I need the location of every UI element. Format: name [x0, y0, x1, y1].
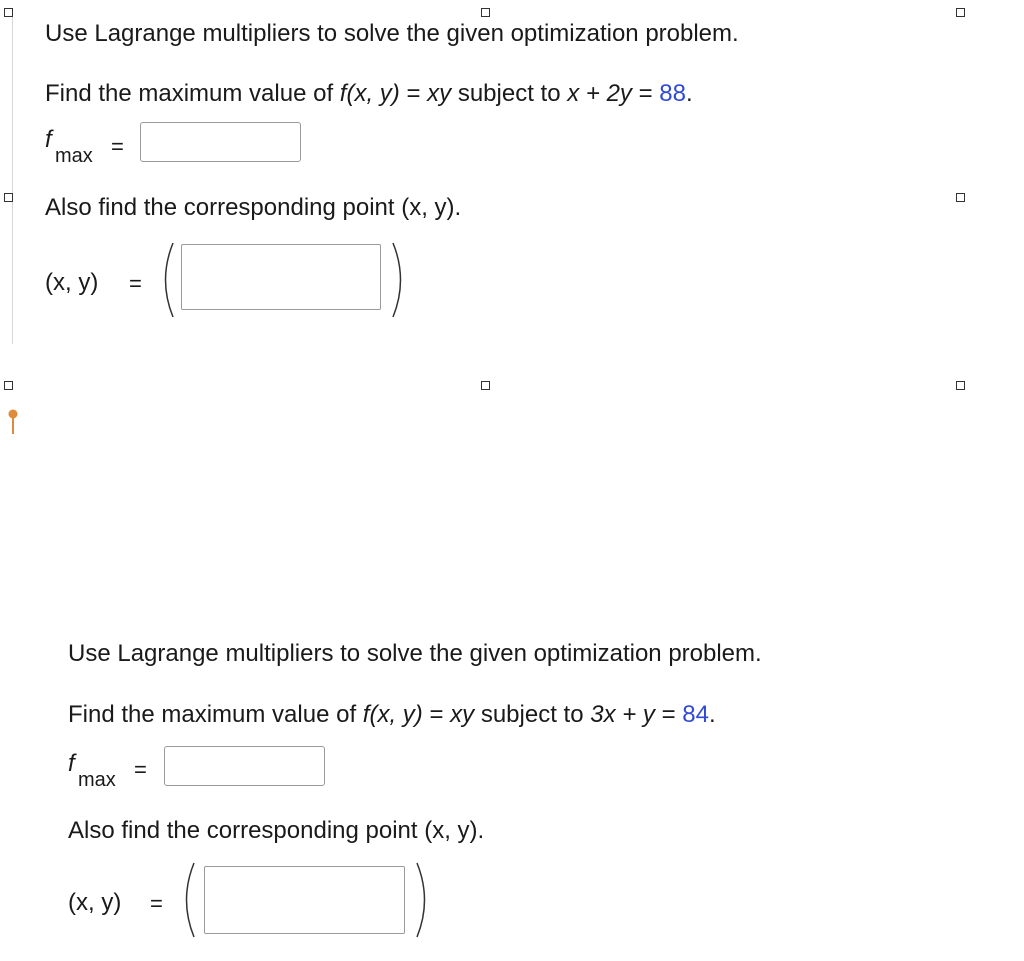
fmax-equals: =: [134, 757, 147, 782]
resize-handle-top-right[interactable]: [956, 8, 965, 17]
constraint-expression: 3x + y: [590, 701, 655, 728]
point-label: (x, y): [45, 269, 99, 296]
product-expression: xy: [450, 701, 475, 728]
fmax-answer-box[interactable]: [140, 122, 301, 162]
fmax-subscript: max: [55, 145, 93, 167]
problem-heading: Use Lagrange multipliers to solve the given optimization problem.: [68, 640, 762, 667]
resize-handle-middle-right[interactable]: [956, 193, 965, 202]
point-answer-box[interactable]: [181, 244, 381, 310]
equals-sign: =: [654, 701, 683, 728]
resize-handle-bottom-center[interactable]: [481, 381, 490, 390]
corresponding-point-prompt: Also find the corresponding point (x, y).: [45, 194, 462, 221]
fmax-symbol: f: [68, 750, 75, 777]
point-equals: =: [150, 891, 163, 916]
subject-to-text: subject to: [474, 701, 591, 728]
resize-handle-bottom-left[interactable]: [4, 381, 13, 390]
resize-handle-top-center[interactable]: [481, 8, 490, 17]
equals-sign: =: [631, 80, 660, 107]
fmax-symbol: f: [45, 126, 52, 153]
problem-statement: [45, 80, 693, 108]
left-paren-icon: [155, 240, 177, 320]
product-expression: xy: [427, 80, 452, 107]
statement-prefix: Find the maximum value of: [45, 80, 340, 107]
function-expression: f(x, y): [339, 80, 400, 107]
resize-handle-top-left[interactable]: [4, 8, 13, 17]
right-paren-icon: [389, 240, 411, 320]
fmax-equals: =: [111, 134, 124, 159]
period: .: [685, 80, 693, 107]
rotate-handle-icon[interactable]: [7, 409, 19, 435]
constraint-expression: x + 2y: [567, 80, 632, 107]
right-paren-icon: [413, 860, 435, 940]
resize-handle-middle-left[interactable]: [4, 193, 13, 202]
function-expression: f(x, y): [362, 701, 423, 728]
fmax-answer-box[interactable]: [164, 746, 325, 786]
corresponding-point-prompt: Also find the corresponding point (x, y).: [68, 817, 485, 844]
left-paren-icon: [176, 860, 198, 940]
resize-handle-bottom-right[interactable]: [956, 381, 965, 390]
constraint-value: 84: [682, 701, 709, 728]
equals-sign: =: [422, 701, 451, 728]
problem-heading: Use Lagrange multipliers to solve the given optimization problem.: [45, 20, 739, 47]
problem-statement: [68, 701, 716, 729]
point-equals: =: [129, 271, 142, 296]
constraint-value: 88: [659, 80, 686, 107]
point-label: (x, y): [68, 889, 122, 916]
selection-frame-left-edge: [12, 14, 13, 344]
equals-sign: =: [399, 80, 428, 107]
subject-to-text: subject to: [451, 80, 568, 107]
period: .: [708, 701, 716, 728]
point-answer-box[interactable]: [204, 866, 405, 934]
fmax-subscript: max: [78, 769, 116, 791]
statement-prefix: Find the maximum value of: [68, 701, 363, 728]
